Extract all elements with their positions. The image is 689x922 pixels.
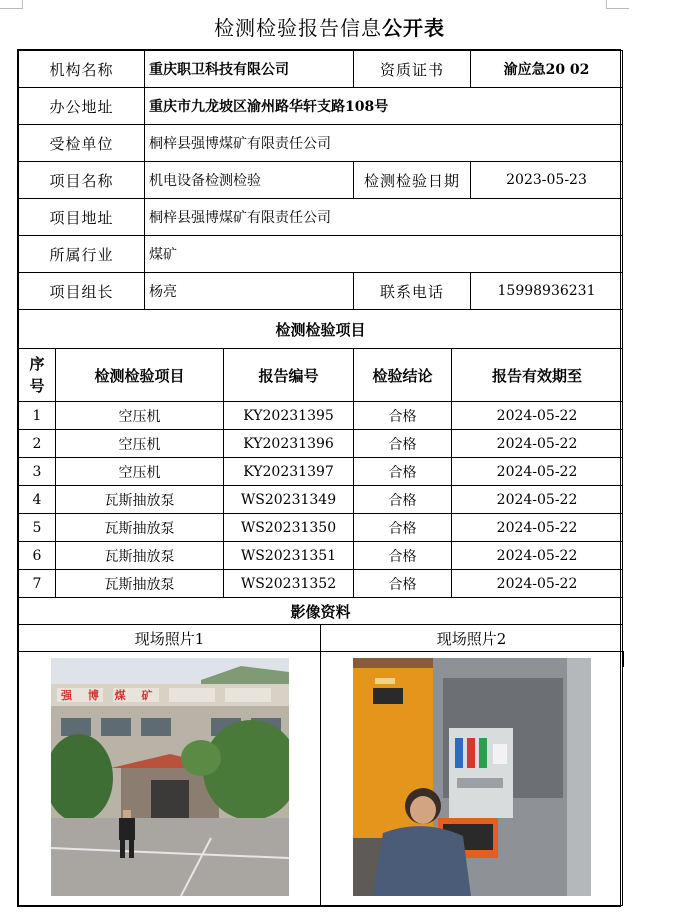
- cell-result: 合格: [354, 458, 452, 486]
- cell-result: 合格: [354, 514, 452, 542]
- photo2-caption: 现场照片2: [321, 625, 623, 652]
- col-report: 报告编号: [224, 349, 354, 402]
- client-label: 受检单位: [19, 125, 145, 162]
- date-label: 检测检验日期: [354, 162, 471, 199]
- leader-label: 项目组长: [19, 273, 145, 310]
- cert-value: 渝应急20 02: [471, 51, 623, 88]
- col-item: 检测检验项目: [56, 349, 224, 402]
- title-bold: 公开表: [382, 16, 445, 40]
- images-table: [18, 597, 623, 906]
- items-header-row: [19, 349, 623, 402]
- client-value: 桐梓县强博煤矿有限责任公司: [145, 125, 623, 162]
- items-section-title: 检测检验项目: [19, 310, 623, 349]
- cell-report: WS20231352: [224, 570, 354, 598]
- cell-result: 合格: [354, 430, 452, 458]
- industry-label: 所属行业: [19, 236, 145, 273]
- cell-report: KY20231396: [224, 430, 354, 458]
- table-row: [19, 514, 623, 542]
- photo2-cell: [321, 652, 623, 906]
- project-label: 项目名称: [19, 162, 145, 199]
- row-org: [19, 51, 623, 88]
- cell-result: 合格: [354, 402, 452, 430]
- site-value: 桐梓县强博煤矿有限责任公司: [145, 199, 623, 236]
- cell-item: 瓦斯抽放泵: [56, 514, 224, 542]
- row-leader: [19, 273, 623, 310]
- cell-report: KY20231395: [224, 402, 354, 430]
- cell-report: KY20231397: [224, 458, 354, 486]
- corner-mark-right: [606, 0, 629, 9]
- cell-valid: 2024-05-22: [452, 514, 623, 542]
- cell-valid: 2024-05-22: [452, 458, 623, 486]
- row-address: [19, 88, 623, 125]
- address-value: 重庆市九龙坡区渝州路华轩支路108号: [145, 88, 623, 125]
- cell-report: WS20231350: [224, 514, 354, 542]
- phone-label: 联系电话: [354, 273, 471, 310]
- cell-valid: 2024-05-22: [452, 402, 623, 430]
- images-caption-row: [19, 625, 623, 652]
- cell-result: 合格: [354, 486, 452, 514]
- row-project: [19, 162, 623, 199]
- cell-no: 7: [19, 570, 56, 598]
- table-row: [19, 570, 623, 598]
- row-site: [19, 199, 623, 236]
- col-result: 检验结论: [354, 349, 452, 402]
- org-value: 重庆职卫科技有限公司: [145, 51, 354, 88]
- report-document: [17, 49, 621, 907]
- org-label: 机构名称: [19, 51, 145, 88]
- cell-valid: 2024-05-22: [452, 486, 623, 514]
- site-photo-2: [353, 658, 591, 896]
- cell-report: WS20231349: [224, 486, 354, 514]
- photo1-cell: [19, 652, 321, 906]
- cell-no: 4: [19, 486, 56, 514]
- cell-report: WS20231351: [224, 542, 354, 570]
- row-client: [19, 125, 623, 162]
- industry-value: 煤矿: [145, 236, 623, 273]
- cell-result: 合格: [354, 542, 452, 570]
- cert-label: 资质证书: [354, 51, 471, 88]
- date-value: 2023-05-23: [471, 162, 623, 199]
- text-cursor: [622, 651, 624, 667]
- table-row: [19, 486, 623, 514]
- row-industry: [19, 236, 623, 273]
- cell-no: 5: [19, 514, 56, 542]
- site-label: 项目地址: [19, 199, 145, 236]
- images-section-title: 影像资料: [19, 598, 623, 625]
- leader-value: 杨亮: [145, 273, 354, 310]
- cell-item: 空压机: [56, 458, 224, 486]
- cell-no: 1: [19, 402, 56, 430]
- info-table: [18, 50, 623, 310]
- site-photo-1: [51, 658, 289, 896]
- table-row: [19, 402, 623, 430]
- project-value: 机电设备检测检验: [145, 162, 354, 199]
- cell-item: 瓦斯抽放泵: [56, 486, 224, 514]
- building-sign: 强 博 煤 矿: [60, 688, 158, 702]
- col-valid: 报告有效期至: [452, 349, 623, 402]
- cell-result: 合格: [354, 570, 452, 598]
- corner-mark-left: [0, 0, 23, 9]
- table-row: [19, 542, 623, 570]
- phone-value: 15998936231: [471, 273, 623, 310]
- photo1-caption: 现场照片1: [19, 625, 321, 652]
- cell-item: 瓦斯抽放泵: [56, 542, 224, 570]
- cell-no: 3: [19, 458, 56, 486]
- items-table: [18, 309, 623, 598]
- table-row: [19, 430, 623, 458]
- cell-valid: 2024-05-22: [452, 570, 623, 598]
- cell-item: 瓦斯抽放泵: [56, 570, 224, 598]
- items-section-row: [19, 310, 623, 349]
- cell-item: 空压机: [56, 430, 224, 458]
- images-row: [19, 652, 623, 906]
- address-label: 办公地址: [19, 88, 145, 125]
- page-title: [0, 12, 659, 41]
- images-section-row: [19, 598, 623, 625]
- title-normal: 检测检验报告信息: [214, 16, 382, 40]
- cell-no: 2: [19, 430, 56, 458]
- table-row: [19, 458, 623, 486]
- col-no: 序号: [19, 349, 56, 402]
- cell-item: 空压机: [56, 402, 224, 430]
- cell-valid: 2024-05-22: [452, 430, 623, 458]
- cell-valid: 2024-05-22: [452, 542, 623, 570]
- cell-no: 6: [19, 542, 56, 570]
